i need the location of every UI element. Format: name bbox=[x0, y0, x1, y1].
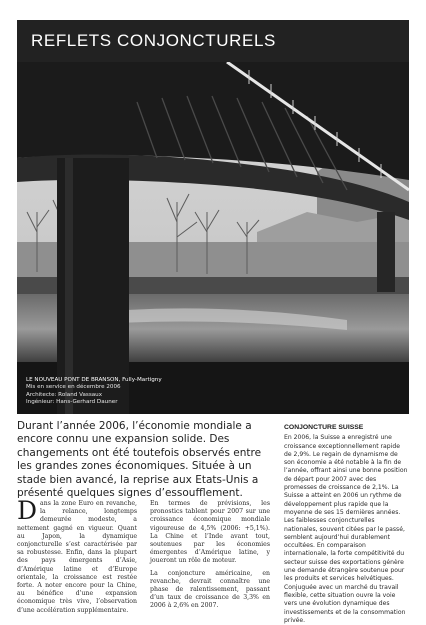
caption-line: Ingénieur: Hans-Gerhard Dauner bbox=[26, 398, 118, 405]
caption-title: LE NOUVEAU PONT DE BRANSON, Fully-Martigny bbox=[26, 377, 162, 384]
sidebar-heading: CONJONCTURE SUISSE bbox=[284, 424, 364, 431]
page-title: REFLETS CONJONCTURELS bbox=[31, 31, 276, 50]
body-column-1 bbox=[17, 496, 137, 615]
bridge-photo bbox=[17, 62, 409, 414]
body-column-2 bbox=[150, 500, 270, 615]
header-band bbox=[17, 20, 409, 62]
column-1-text: ans la zone Euro en revanche, la relance, longtemps demeurée modeste, a nettement gagné en vigueur. Quant au Japon, la dynamique conjoncturelle s’est caractérisée par sa robustesse. Enfin, dans la plupart des pays émergents d’Asie, d’Amérique latine et d’Europe orientale, la croissance est restée forte. A noter encore pour la Chine, au bénéfice d’une expansion économique très vive, l’observation d’une accélération supplémentaire. bbox=[17, 500, 137, 614]
caption-line: Architecte: Roland Vassaux bbox=[26, 391, 103, 398]
lead-paragraph: Durant l’année 2006, l’économie mondiale a encore connu une expansion solide. Des changements ont été toutefois observés entre les grandes zones économiques. Située à un stade bien avancé, la reprise aux Etats-Unis a présenté quelques signes d’essoufflement. bbox=[17, 420, 262, 500]
column-2-paragraph-1: En termes de prévisions, les pronostics tablent pour 2007 sur une croissance économique mondiale vigoureuse de 4,5% (2006: +5,1%). La Chine et l’Inde avant tout, soutenues par les économies émergentes d’Amérique latine, y joueront un rôle de moteur. bbox=[150, 500, 270, 565]
sidebar-swiss-economy bbox=[284, 424, 409, 625]
bridge-image bbox=[17, 62, 409, 414]
photo-caption bbox=[26, 377, 162, 406]
sidebar-text: En 2006, la Suisse a enregistré une croissance exceptionnellement rapide de 2,9%. Le regain de dynamisme de son économie a été notable à la fin de l’année, offrant ainsi une bonne position de départ pour 2007 avec des promesses de croissance de 2,1%. La Suisse a atteint en 2006 un rythme de développement plus rapide que la moyenne de ses 15 dernières années. Les faiblesses conjoncturelles nationales, souvent citées par le passé, semblent aujourd’hui durablement occultées. En comparaison internationale, la forte compétitivité du secteur suisse des exportations génère une demande étrangère soutenue pour les produits et services helvétiques. Conjuguée avec un marché du travail flexible, cette situation ouvre la voie vers une évolution dynamique des investissements et de la consommation privée. bbox=[284, 434, 408, 624]
drop-cap: D bbox=[17, 496, 38, 525]
column-2-paragraph-2: La conjoncture américaine, en revanche, devrait connaître une phase de ralentissement, passant d’un taux de croissance de 3,3% en 2006 à 2,6% en 2007. bbox=[150, 569, 270, 610]
caption-line: Mis en service en décembre 2006 bbox=[26, 384, 121, 391]
